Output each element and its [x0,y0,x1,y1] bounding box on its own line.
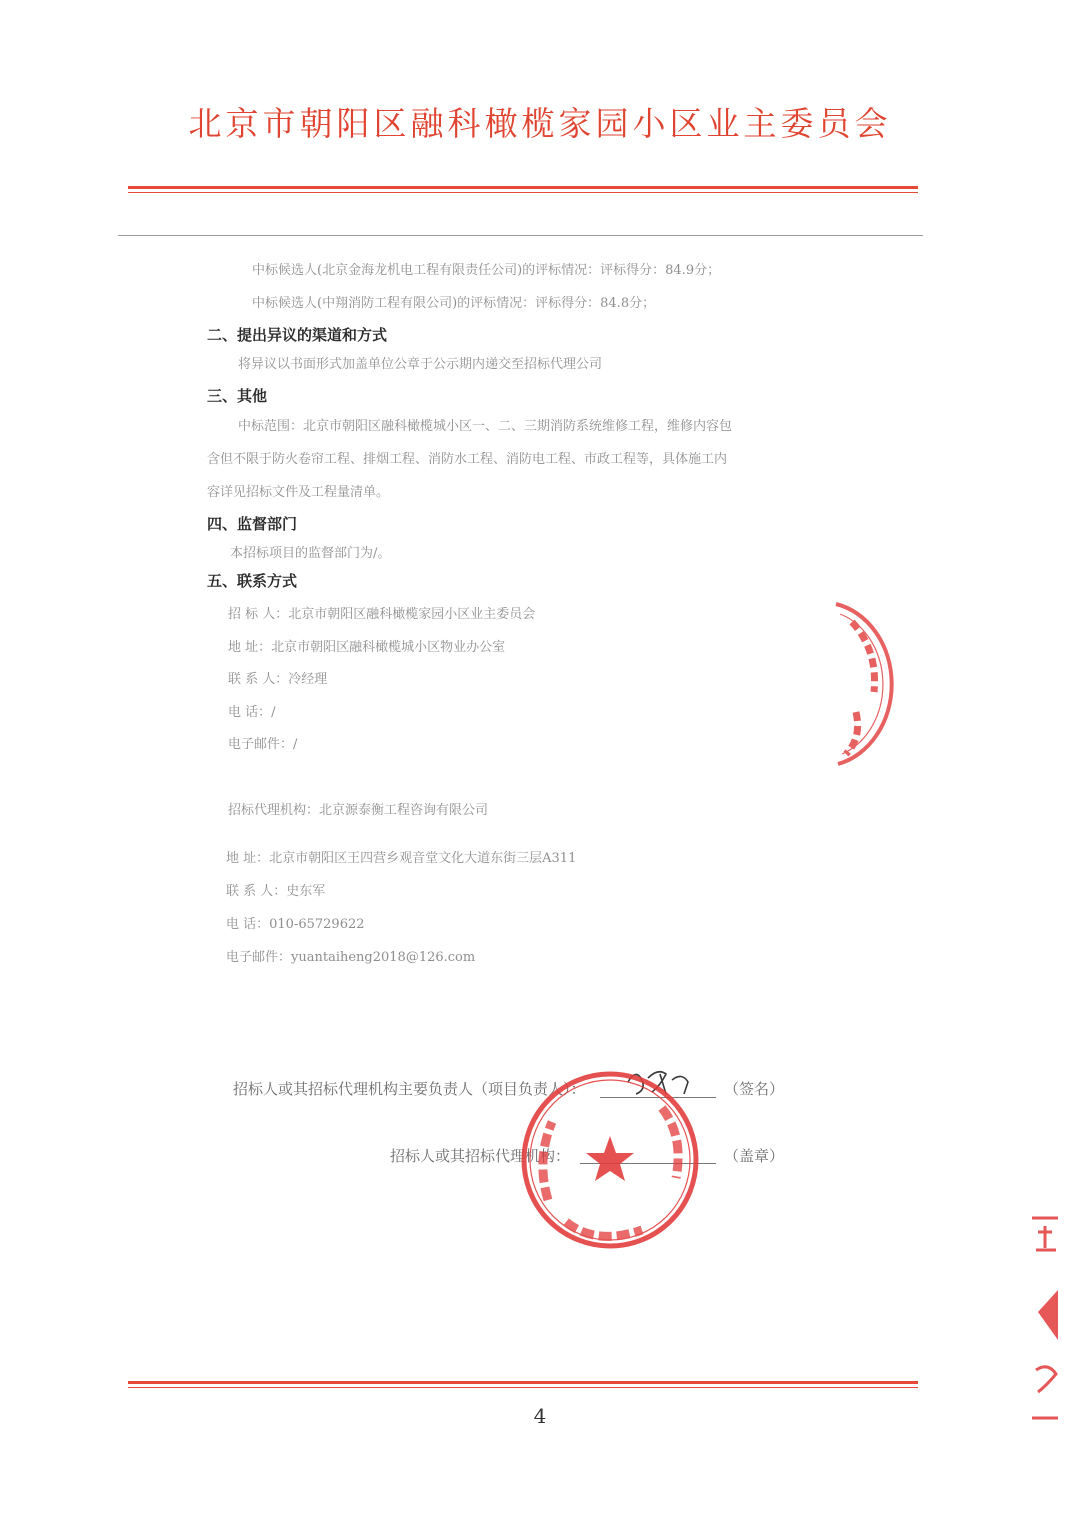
tenderer-contact-line: 招 标 人：北京市朝阳区融科橄榄家园小区业主委员会 [228,607,536,622]
section-heading: 二、提出异议的渠道和方式 [207,326,388,344]
page-number: 4 [533,1404,547,1428]
agency-contact-line: 电子邮件：yuantaiheng2018@126.com [226,950,476,965]
footer-rule [128,1381,918,1388]
letterhead-title: 北京市朝阳区融科橄榄家园小区业主委员会 [188,104,892,143]
section-heading: 五、联系方式 [207,572,298,590]
letterhead-rule [128,186,918,193]
agency-contact-line: 电 话：010-65729622 [226,917,365,932]
stamp-label: 招标人或其招标代理机构： [390,1147,571,1165]
signature-underline [600,1097,716,1098]
section-body: 本招标项目的监督部门为/。 [230,546,391,561]
tenderer-contact-line: 电子邮件：/ [228,737,298,752]
signature-label: 招标人或其招标代理机构主要负责人（项目负责人）： [233,1080,586,1098]
stamp-underline [580,1163,716,1164]
signature-suffix: （签名） [724,1080,785,1098]
handwritten-signature [628,1072,688,1094]
section-body: 含但不限于防火卷帘工程、排烟工程、消防水工程、消防电工程、市政工程等，具体施工内 [207,452,728,467]
agency-contact-line: 联 系 人：史东军 [226,884,326,899]
section-heading: 四、监督部门 [207,515,298,533]
section-body: 中标范围：北京市朝阳区融科橄榄城小区一、二、三期消防系统维修工程，维修内容包 [238,419,733,434]
candidate-line: 中标候选人(中翔消防工程有限公司)的评标情况：评标得分：84.8分； [252,296,656,311]
tenderer-contact-line: 联 系 人：冷经理 [228,672,328,687]
agency-name: 招标代理机构：北京源泰衡工程咨询有限公司 [228,803,489,818]
section-body: 将异议以书面形式加盖单位公章于公示期内递交至招标代理公司 [238,357,603,372]
section-body: 容详见招标文件及工程量清单。 [207,485,390,500]
stamp-suffix: （盖章） [724,1147,785,1165]
committee-seal-partial [836,604,892,764]
tenderer-contact-line: 电 话：/ [228,705,276,720]
candidate-line: 中标候选人(北京金海龙机电工程有限责任公司)的评标情况：评标得分：84.9分； [252,263,721,278]
tenderer-contact-line: 地 址：北京市朝阳区融科橄榄城小区物业办公室 [228,640,506,655]
agency-contact-line: 地 址：北京市朝阳区王四营乡观音堂文化大道东街三层A311 [226,851,577,866]
content-divider [118,235,923,236]
edge-seal-fragment [1032,1218,1058,1418]
section-heading: 三、其他 [207,387,268,405]
